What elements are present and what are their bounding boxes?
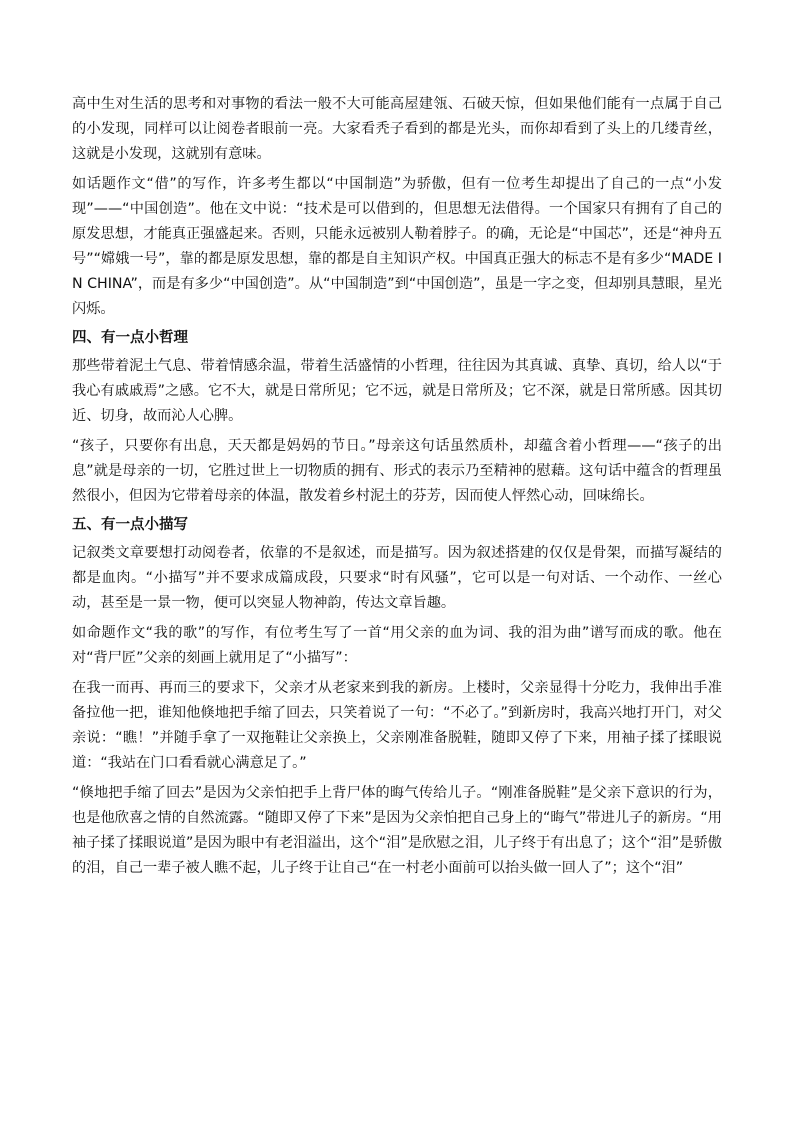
paragraph-6: 如命题作文“我的歌”的写作，有位考生写了一首“用父亲的血为词、我的泪为曲”谱写而成的歌。他在对“背尸匠”父亲的刻画上就用足了“小描写”： xyxy=(72,625,722,666)
paragraph-8: “倏地把手缩了回去”是因为父亲怕把手上背尸体的晦气传给儿子。“刚准备脱鞋”是父亲下意识的行为，也是他欣喜之情的自然流露。“随即又停了下来”是因为父亲怕把自己身上的“晦气”带进儿子的新房。“用袖子揉了揉眼说道”是因为眼中有老泪溢出，这个“泪”是欣慰之泪，儿子终于有出息了；这个“泪”是骄傲的泪，自己一辈子被人瞧不起，儿子终于让自己“在一村老小面前可以抬头做一回人了”；这个“泪” xyxy=(72,785,722,876)
paragraph-4: “孩子，只要你有出息，天天都是妈妈的节日。”母亲这句话虽然质朴，却蕴含着小哲理——“孩子的出息”就是母亲的一切，它胜过世上一切物质的拥有、形式的表示乃至精神的慰藉。这句话中蕴含的哲理虽然很小，但因为它带着母亲的体温，散发着乡村泥土的芬芳，因而使人怦然心动，回味绵长。 xyxy=(72,438,722,504)
paragraph-5: 记叙类文章要想打动阅卷者，依靠的不是叙述，而是描写。因为叙述搭建的仅仅是骨架，而描写凝结的都是血肉。“小描写”并不要求成篇成段，只要求“时有风骚”，它可以是一句对话、一个动作、一丝心动，甚至是一景一物，便可以突显人物神韵，传达文章旨趣。 xyxy=(72,545,722,611)
section-heading-5: 五、有一点小描写 xyxy=(72,517,188,533)
section-heading-4: 四、有一点小哲理 xyxy=(72,330,188,346)
paragraph-7: 在我一而再、再而三的要求下，父亲才从老家来到我的新房。上楼时，父亲显得十分吃力，我伸出手准备拉他一把，谁知他倏地把手缩了回去，只笑着说了一句：“不必了。”到新房时，我高兴地打开门，对父亲说：“瞧！”并随手拿了一双拖鞋让父亲换上，父亲刚准备脱鞋，随即又停了下来，用袖子揉了揉眼说道：“我站在门口看看就心满意足了。” xyxy=(72,680,722,771)
paragraph-1: 高中生对生活的思考和对事物的看法一般不大可能高屋建瓴、石破天惊，但如果他们能有一点属于自己的小发现，同样可以让阅卷者眼前一亮。大家看秃子看到的都是光头，而你却看到了头上的几缕青丝，这就是小发现，这就别有意味。 xyxy=(72,96,722,162)
paragraph-2: 如话题作文“借”的写作，许多考生都以“中国制造”为骄傲，但有一位考生却提出了自己的一点“小发现”——“中国创造”。他在文中说：“技术是可以借到的，但思想无法借得。一个国家只有拥有了自己的原发思想，才能真正强盛起来。否则，只能永远被别人勒着脖子。的确，无论是“中国芯”，还是“神舟五号”“嫦娥一号”，靠的都是原发思想，靠的都是自主知识产权。中国真正强大的标志不是有多少“MADE IN CHINA”，而是有多少“中国创造”。从“中国制造”到“中国创造”，虽是一字之变，但却别具慧眼，星光闪烁。 xyxy=(72,176,722,317)
paragraph-3: 那些带着泥土气息、带着情感余温，带着生活盛情的小哲理，往往因为其真诚、真挚、真切，给人以“于我心有戚戚焉”之感。它不大，就是日常所见；它不远，就是日常所及；它不深，就是日常所感。因其切近、切身，故而沁人心脾。 xyxy=(72,358,722,424)
document-page xyxy=(72,92,722,881)
